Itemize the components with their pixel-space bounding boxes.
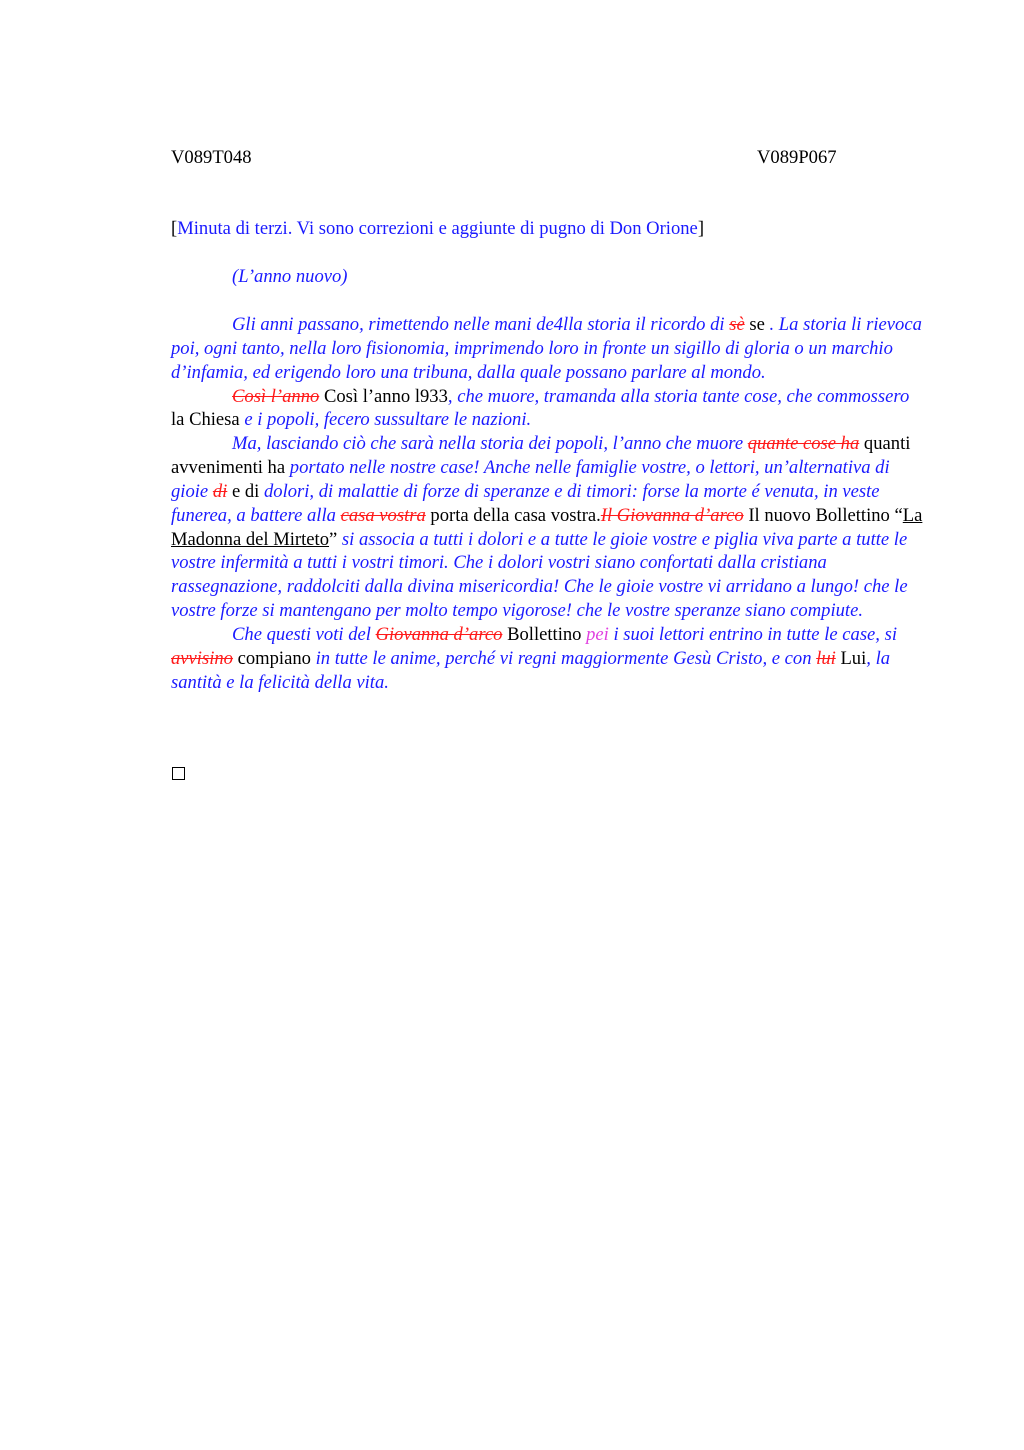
- inserted-text: compiano: [232, 647, 316, 669]
- document-code-right: V089P067: [757, 147, 837, 168]
- end-marker-box: [172, 767, 185, 780]
- inserted-text: Bollettino: [502, 623, 587, 645]
- text-span: si associa a tutti i dolori e a tutte le gioie vostre e piglia viva parte a tutte le vostre infermità a tutti i vostri timori. Che i dolori vostri siano confortati dalla cristiana rassegnazione, raddolciti dalla divina misericordia! Che le gioie vostre vi arridano a lungo! che le vostre forze si mantengano per molto tempo vigorose! che le vostre speranze siano compiute.: [171, 528, 908, 622]
- editorial-note: [171, 217, 931, 241]
- text-span: dolori, di malattie di forze di speranze e di timori: forse la morte é venuta, in veste funerea, a battere alla: [171, 480, 880, 526]
- paragraph-4: [171, 623, 926, 695]
- inserted-text: porta della casa vostra.: [425, 504, 601, 526]
- text-span: , la santità e la felicità della vita.: [171, 647, 891, 693]
- note-bracket-open: [: [171, 218, 178, 239]
- text-span: Ma, lasciando ciò che sarà nella storia dei popoli, l’anno che muore: [232, 433, 748, 455]
- bulletin-title: La Madonna del Mirteto: [171, 504, 923, 550]
- deleted-text: Così l’anno: [232, 385, 320, 407]
- deleted-text: Il Giovanna d’arco: [600, 504, 744, 526]
- note-bracket-close: ]: [697, 218, 705, 239]
- deleted-text: sè: [729, 314, 745, 335]
- text-span: i suoi lettori entrino in tutte le case, si: [608, 623, 898, 645]
- deleted-text: avvisino: [171, 647, 233, 669]
- paragraph-3: [171, 432, 926, 623]
- text-span: portato nelle nostre case! Anche nelle famiglie vostre, o lettori, un’alternativa di gioie: [171, 457, 890, 502]
- text-span: Gli anni passano, rimettendo nelle mani de4lla storia il ricordo di: [232, 314, 730, 335]
- inserted-text: se: [744, 314, 770, 335]
- text-span: , che muore, tramanda alla storia tante cose, che commossero: [447, 385, 910, 407]
- note-text: Minuta di terzi. Vi sono correzioni e aggiunte di pugno di Don Orione: [177, 218, 698, 239]
- text-span: e i popoli, fecero sussultare le nazioni.: [239, 409, 532, 431]
- text-span: in tutte le anime, perché vi regni maggiormente Gesù Cristo, e con: [315, 647, 817, 669]
- inserted-text: Così l’anno l933: [319, 385, 448, 407]
- inserted-text: quanti avvenimenti ha: [171, 433, 911, 479]
- deleted-text: quante cose ha: [747, 433, 860, 455]
- magenta-insertion: pei: [586, 623, 609, 645]
- inserted-text: e di: [227, 480, 264, 502]
- paragraph-1: [171, 313, 926, 385]
- inserted-text: ”: [329, 528, 342, 550]
- document-body: [171, 313, 926, 695]
- inserted-text: Lui: [835, 647, 867, 669]
- inserted-text: la Chiesa: [171, 409, 240, 431]
- deleted-text: Giovanna d’arco: [375, 623, 503, 645]
- deleted-text: casa vostra: [340, 504, 426, 526]
- text-span: . La storia li rievoca poi, ogni tanto, nella loro fisionomia, imprimendo loro in fronte un sigillo di gloria o un marchio d’infamia, ed erigendo loro una tribuna, dalla quale possano parlare al mondo.: [171, 314, 922, 383]
- deleted-text: di: [212, 480, 228, 502]
- text-span: Che questi voti del: [232, 623, 376, 645]
- document-code-left: V089T048: [171, 147, 252, 168]
- deleted-text: lui: [816, 647, 836, 669]
- paragraph-2: [171, 385, 926, 433]
- document-title: (L’anno nuovo): [232, 266, 348, 287]
- inserted-text: Il nuovo Bollettino “: [743, 504, 903, 526]
